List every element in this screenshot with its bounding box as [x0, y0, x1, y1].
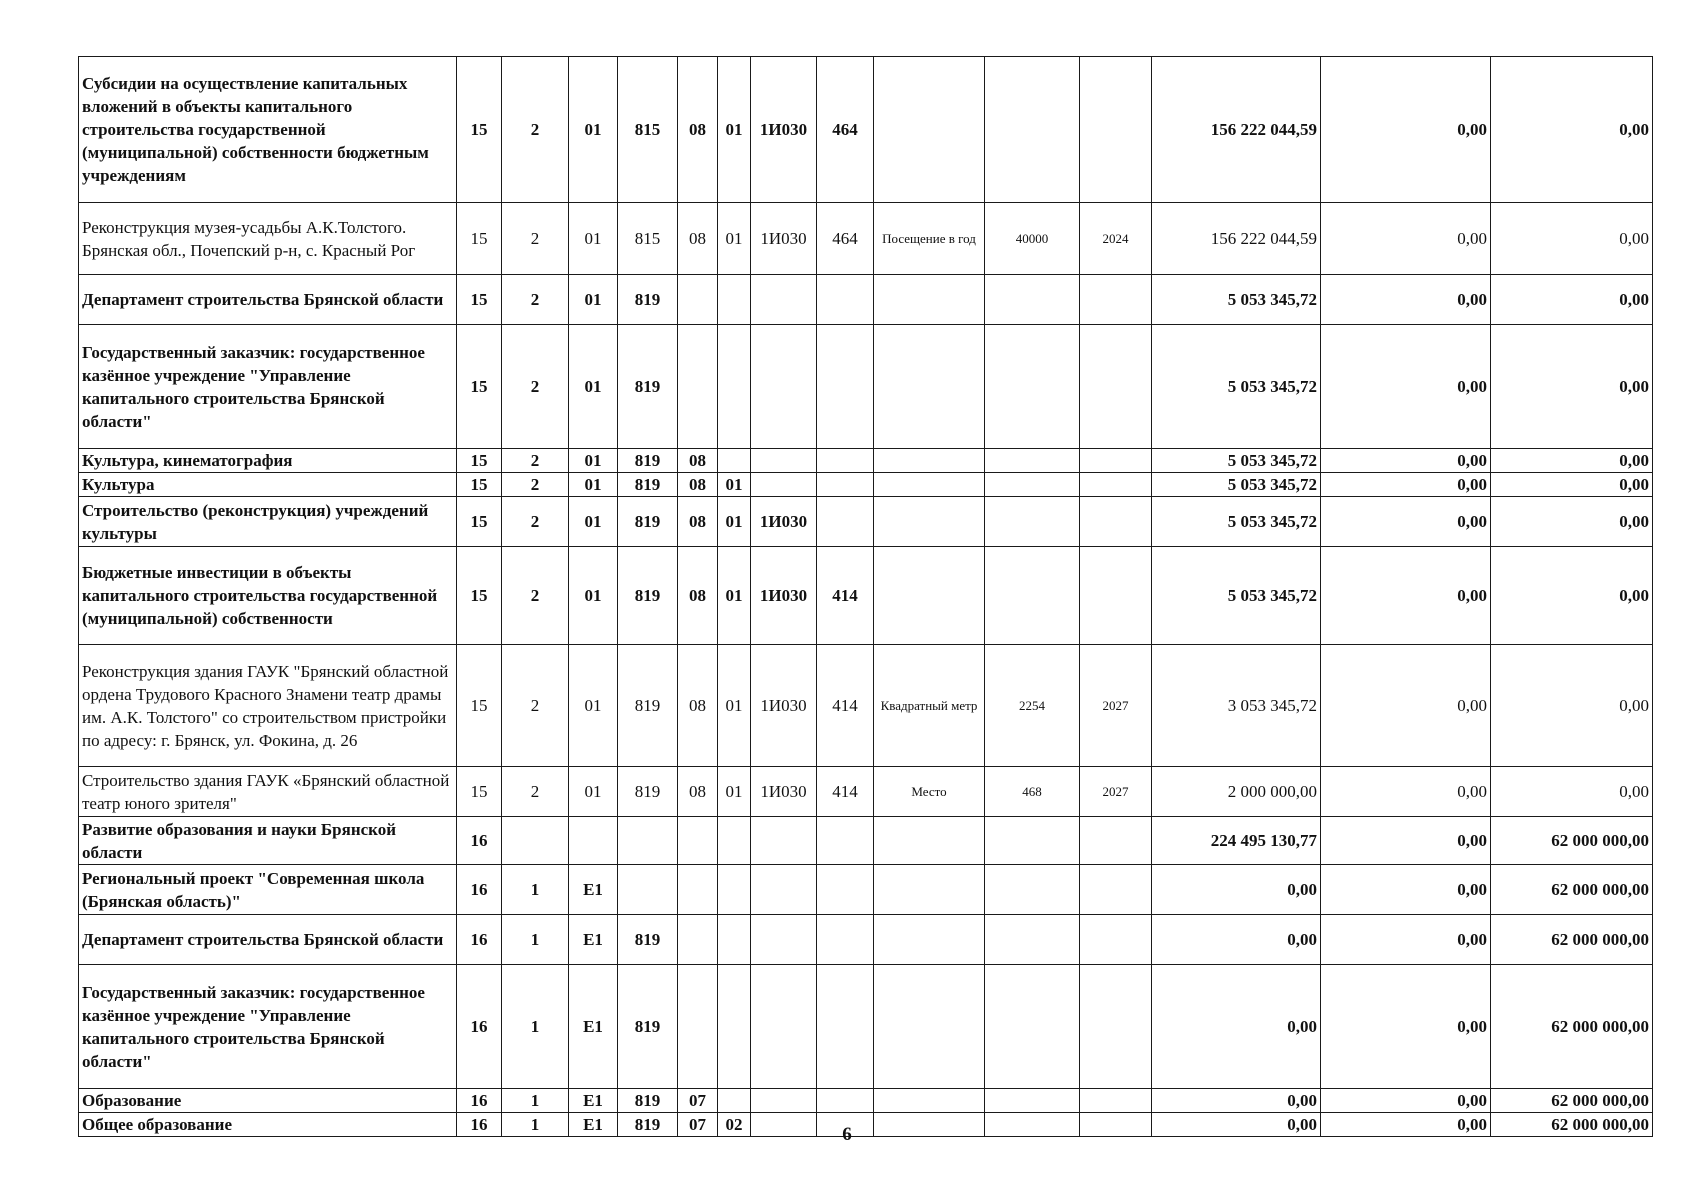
subsection-code-cell: 01: [718, 767, 751, 817]
program-code-cell: 16: [457, 965, 502, 1089]
capacity-cell: [985, 817, 1080, 865]
event-code-cell: Е1: [569, 865, 618, 915]
event-code-cell: Е1: [569, 915, 618, 965]
program-code-cell: 16: [457, 1113, 502, 1137]
ministry-code-cell: 819: [618, 547, 678, 645]
year-cell: [1080, 325, 1152, 449]
table-body: [79, 57, 1653, 1137]
amount-year1-cell: 3 053 345,72: [1152, 645, 1321, 767]
amount-year1-cell: 5 053 345,72: [1152, 449, 1321, 473]
ministry-code-cell: 815: [618, 57, 678, 203]
amount-year3-cell: 0,00: [1491, 547, 1653, 645]
program-name-cell: Реконструкция музея-усадьбы А.К.Толстого. Брянская обл., Почепский р-н, с. Красный Рог: [79, 203, 457, 275]
amount-year2-cell: 0,00: [1321, 547, 1491, 645]
direction-code-cell: 1И030: [751, 203, 817, 275]
direction-code-cell: [751, 865, 817, 915]
subprogram-code-cell: 2: [502, 645, 569, 767]
subprogram-code-cell: [502, 817, 569, 865]
amount-year3-cell: 0,00: [1491, 449, 1653, 473]
subprogram-code-cell: 1: [502, 865, 569, 915]
expense-type-cell: [817, 915, 874, 965]
capacity-cell: [985, 915, 1080, 965]
amount-year3-cell: 0,00: [1491, 645, 1653, 767]
amount-year2-cell: 0,00: [1321, 325, 1491, 449]
direction-code-cell: [751, 275, 817, 325]
unit-cell: Квадратный метр: [874, 645, 985, 767]
capacity-cell: [985, 449, 1080, 473]
program-code-cell: 16: [457, 915, 502, 965]
capacity-cell: [985, 547, 1080, 645]
amount-year1-cell: 0,00: [1152, 1089, 1321, 1113]
program-name-cell: Субсидии на осуществление капитальных вложений в объекты капитального строительства государственной (муниципальной) собственности бюджетным учреждениям: [79, 57, 457, 203]
event-code-cell: 01: [569, 497, 618, 547]
expense-type-cell: [817, 1089, 874, 1113]
amount-year2-cell: 0,00: [1321, 449, 1491, 473]
year-cell: [1080, 473, 1152, 497]
subsection-code-cell: 01: [718, 57, 751, 203]
event-code-cell: 01: [569, 767, 618, 817]
capacity-cell: [985, 57, 1080, 203]
direction-code-cell: [751, 473, 817, 497]
year-cell: 2024: [1080, 203, 1152, 275]
amount-year1-cell: 0,00: [1152, 965, 1321, 1089]
amount-year2-cell: 0,00: [1321, 767, 1491, 817]
program-code-cell: 15: [457, 203, 502, 275]
amount-year2-cell: 0,00: [1321, 203, 1491, 275]
event-code-cell: 01: [569, 473, 618, 497]
ministry-code-cell: 819: [618, 497, 678, 547]
unit-cell: [874, 965, 985, 1089]
program-code-cell: 15: [457, 449, 502, 473]
subsection-code-cell: [718, 275, 751, 325]
expense-type-cell: 414: [817, 767, 874, 817]
event-code-cell: 01: [569, 275, 618, 325]
subsection-code-cell: 01: [718, 497, 751, 547]
year-cell: [1080, 449, 1152, 473]
table-row: [79, 57, 1653, 203]
program-name-cell: Департамент строительства Брянской области: [79, 275, 457, 325]
expense-type-cell: [817, 965, 874, 1089]
unit-cell: [874, 449, 985, 473]
year-cell: [1080, 915, 1152, 965]
event-code-cell: Е1: [569, 1089, 618, 1113]
section-code-cell: [678, 325, 718, 449]
section-code-cell: 08: [678, 203, 718, 275]
subprogram-code-cell: 1: [502, 965, 569, 1089]
amount-year2-cell: 0,00: [1321, 645, 1491, 767]
ministry-code-cell: [618, 817, 678, 865]
unit-cell: Посещение в год: [874, 203, 985, 275]
subprogram-code-cell: 2: [502, 325, 569, 449]
table-row: [79, 275, 1653, 325]
subsection-code-cell: 01: [718, 473, 751, 497]
direction-code-cell: [751, 1089, 817, 1113]
amount-year3-cell: 62 000 000,00: [1491, 1089, 1653, 1113]
section-code-cell: 08: [678, 547, 718, 645]
expense-type-cell: 464: [817, 57, 874, 203]
year-cell: [1080, 965, 1152, 1089]
expense-type-cell: 414: [817, 547, 874, 645]
direction-code-cell: [751, 817, 817, 865]
direction-code-cell: [751, 449, 817, 473]
program-name-cell: Государственный заказчик: государственное казённое учреждение "Управление капитального строительства Брянской области": [79, 325, 457, 449]
direction-code-cell: 1И030: [751, 57, 817, 203]
event-code-cell: 01: [569, 325, 618, 449]
direction-code-cell: 1И030: [751, 547, 817, 645]
section-code-cell: [678, 915, 718, 965]
direction-code-cell: 1И030: [751, 497, 817, 547]
amount-year2-cell: 0,00: [1321, 817, 1491, 865]
amount-year2-cell: 0,00: [1321, 915, 1491, 965]
event-code-cell: [569, 817, 618, 865]
subsection-code-cell: 01: [718, 645, 751, 767]
subprogram-code-cell: 1: [502, 1089, 569, 1113]
section-code-cell: 08: [678, 645, 718, 767]
event-code-cell: 01: [569, 449, 618, 473]
year-cell: 2027: [1080, 645, 1152, 767]
event-code-cell: 01: [569, 645, 618, 767]
unit-cell: [874, 915, 985, 965]
amount-year2-cell: 0,00: [1321, 275, 1491, 325]
amount-year1-cell: 0,00: [1152, 1113, 1321, 1137]
ministry-code-cell: 819: [618, 965, 678, 1089]
subsection-code-cell: [718, 865, 751, 915]
expense-type-cell: [817, 325, 874, 449]
subprogram-code-cell: 2: [502, 767, 569, 817]
capacity-cell: 2254: [985, 645, 1080, 767]
subsection-code-cell: [718, 965, 751, 1089]
ministry-code-cell: [618, 865, 678, 915]
section-code-cell: 07: [678, 1113, 718, 1137]
amount-year1-cell: 5 053 345,72: [1152, 275, 1321, 325]
program-code-cell: 15: [457, 767, 502, 817]
table-row: [79, 645, 1653, 767]
amount-year1-cell: 156 222 044,59: [1152, 203, 1321, 275]
unit-cell: [874, 57, 985, 203]
program-code-cell: 15: [457, 645, 502, 767]
amount-year2-cell: 0,00: [1321, 1089, 1491, 1113]
direction-code-cell: [751, 325, 817, 449]
subsection-code-cell: [718, 449, 751, 473]
section-code-cell: 08: [678, 449, 718, 473]
ministry-code-cell: 819: [618, 325, 678, 449]
section-code-cell: [678, 817, 718, 865]
table-row: [79, 817, 1653, 865]
subprogram-code-cell: 2: [502, 449, 569, 473]
table-row: [79, 865, 1653, 915]
table-row: [79, 767, 1653, 817]
amount-year2-cell: 0,00: [1321, 1113, 1491, 1137]
section-code-cell: 08: [678, 473, 718, 497]
subprogram-code-cell: 2: [502, 497, 569, 547]
unit-cell: [874, 547, 985, 645]
capacity-cell: [985, 1089, 1080, 1113]
year-cell: [1080, 865, 1152, 915]
program-code-cell: 16: [457, 1089, 502, 1113]
year-cell: [1080, 817, 1152, 865]
amount-year3-cell: 62 000 000,00: [1491, 865, 1653, 915]
direction-code-cell: 1И030: [751, 767, 817, 817]
program-name-cell: Культура, кинематография: [79, 449, 457, 473]
program-code-cell: 15: [457, 325, 502, 449]
expense-type-cell: 414: [817, 645, 874, 767]
program-name-cell: Образование: [79, 1089, 457, 1113]
section-code-cell: 08: [678, 57, 718, 203]
unit-cell: [874, 275, 985, 325]
unit-cell: [874, 817, 985, 865]
amount-year1-cell: 2 000 000,00: [1152, 767, 1321, 817]
amount-year3-cell: 0,00: [1491, 497, 1653, 547]
section-code-cell: [678, 275, 718, 325]
unit-cell: [874, 497, 985, 547]
direction-code-cell: [751, 965, 817, 1089]
table-row: [79, 449, 1653, 473]
year-cell: [1080, 275, 1152, 325]
year-cell: [1080, 547, 1152, 645]
capacity-cell: [985, 965, 1080, 1089]
section-code-cell: [678, 865, 718, 915]
amount-year3-cell: 0,00: [1491, 57, 1653, 203]
subprogram-code-cell: 2: [502, 203, 569, 275]
amount-year3-cell: 62 000 000,00: [1491, 915, 1653, 965]
amount-year2-cell: 0,00: [1321, 865, 1491, 915]
program-name-cell: Департамент строительства Брянской области: [79, 915, 457, 965]
program-name-cell: Реконструкция здания ГАУК "Брянский областной ордена Трудового Красного Знамени театр драмы им. А.К. Толстого" со строительством пристройки по адресу: г. Брянск, ул. Фокина, д. 26: [79, 645, 457, 767]
ministry-code-cell: 815: [618, 203, 678, 275]
table-row: [79, 965, 1653, 1089]
year-cell: [1080, 497, 1152, 547]
amount-year1-cell: 0,00: [1152, 865, 1321, 915]
ministry-code-cell: 819: [618, 645, 678, 767]
program-code-cell: 16: [457, 817, 502, 865]
amount-year1-cell: 5 053 345,72: [1152, 547, 1321, 645]
program-name-cell: Государственный заказчик: государственное казённое учреждение "Управление капитального строительства Брянской области": [79, 965, 457, 1089]
expense-type-cell: [817, 473, 874, 497]
amount-year3-cell: 62 000 000,00: [1491, 817, 1653, 865]
capacity-cell: 40000: [985, 203, 1080, 275]
amount-year1-cell: 5 053 345,72: [1152, 473, 1321, 497]
section-code-cell: 07: [678, 1089, 718, 1113]
event-code-cell: Е1: [569, 1113, 618, 1137]
capacity-cell: 468: [985, 767, 1080, 817]
amount-year3-cell: 0,00: [1491, 767, 1653, 817]
event-code-cell: 01: [569, 547, 618, 645]
amount-year3-cell: 0,00: [1491, 275, 1653, 325]
expense-type-cell: [817, 865, 874, 915]
unit-cell: [874, 865, 985, 915]
ministry-code-cell: 819: [618, 1113, 678, 1137]
program-name-cell: Общее образование: [79, 1113, 457, 1137]
capacity-cell: [985, 325, 1080, 449]
ministry-code-cell: 819: [618, 449, 678, 473]
amount-year1-cell: 156 222 044,59: [1152, 57, 1321, 203]
amount-year2-cell: 0,00: [1321, 497, 1491, 547]
program-name-cell: Культура: [79, 473, 457, 497]
subsection-code-cell: [718, 1089, 751, 1113]
table-row: [79, 547, 1653, 645]
section-code-cell: 08: [678, 767, 718, 817]
program-name-cell: Развитие образования и науки Брянской области: [79, 817, 457, 865]
ministry-code-cell: 819: [618, 473, 678, 497]
ministry-code-cell: 819: [618, 275, 678, 325]
program-name-cell: Региональный проект "Современная школа (Брянская область)": [79, 865, 457, 915]
amount-year2-cell: 0,00: [1321, 965, 1491, 1089]
table-row: [79, 203, 1653, 275]
subprogram-code-cell: 1: [502, 915, 569, 965]
amount-year3-cell: 0,00: [1491, 325, 1653, 449]
direction-code-cell: [751, 915, 817, 965]
table-row: [79, 915, 1653, 965]
amount-year3-cell: 0,00: [1491, 473, 1653, 497]
capacity-cell: [985, 275, 1080, 325]
subprogram-code-cell: 2: [502, 275, 569, 325]
event-code-cell: 01: [569, 203, 618, 275]
unit-cell: [874, 325, 985, 449]
subsection-code-cell: [718, 915, 751, 965]
subprogram-code-cell: 2: [502, 547, 569, 645]
subsection-code-cell: 02: [718, 1113, 751, 1137]
table-row: [79, 1089, 1653, 1113]
section-code-cell: [678, 965, 718, 1089]
amount-year1-cell: 224 495 130,77: [1152, 817, 1321, 865]
year-cell: 2027: [1080, 767, 1152, 817]
expense-type-cell: [817, 449, 874, 473]
program-code-cell: 15: [457, 473, 502, 497]
year-cell: [1080, 57, 1152, 203]
expense-type-cell: [817, 497, 874, 547]
table-row: [79, 325, 1653, 449]
amount-year2-cell: 0,00: [1321, 57, 1491, 203]
page-number: 6: [842, 1124, 852, 1145]
subsection-code-cell: [718, 325, 751, 449]
program-code-cell: 15: [457, 497, 502, 547]
amount-year1-cell: 0,00: [1152, 915, 1321, 965]
expense-type-cell: [817, 275, 874, 325]
budget-table: [78, 56, 1653, 1137]
ministry-code-cell: 819: [618, 1089, 678, 1113]
ministry-code-cell: 819: [618, 767, 678, 817]
unit-cell: Место: [874, 767, 985, 817]
event-code-cell: Е1: [569, 965, 618, 1089]
capacity-cell: [985, 473, 1080, 497]
capacity-cell: [985, 865, 1080, 915]
amount-year3-cell: 0,00: [1491, 203, 1653, 275]
amount-year1-cell: 5 053 345,72: [1152, 497, 1321, 547]
program-name-cell: Бюджетные инвестиции в объекты капитального строительства государственной (муниципальной) собственности: [79, 547, 457, 645]
ministry-code-cell: 819: [618, 915, 678, 965]
program-code-cell: 15: [457, 275, 502, 325]
subprogram-code-cell: 2: [502, 473, 569, 497]
capacity-cell: [985, 497, 1080, 547]
program-name-cell: Строительство (реконструкция) учреждений культуры: [79, 497, 457, 547]
unit-cell: [874, 473, 985, 497]
expense-type-cell: [817, 817, 874, 865]
unit-cell: [874, 1089, 985, 1113]
table-row: [79, 473, 1653, 497]
amount-year3-cell: 62 000 000,00: [1491, 1113, 1653, 1137]
program-code-cell: 15: [457, 547, 502, 645]
subsection-code-cell: 01: [718, 547, 751, 645]
amount-year2-cell: 0,00: [1321, 473, 1491, 497]
subprogram-code-cell: 2: [502, 57, 569, 203]
year-cell: [1080, 1089, 1152, 1113]
section-code-cell: 08: [678, 497, 718, 547]
event-code-cell: 01: [569, 57, 618, 203]
expense-type-cell: 464: [817, 203, 874, 275]
program-code-cell: 15: [457, 57, 502, 203]
program-name-cell: Строительство здания ГАУК «Брянский областной театр юного зрителя": [79, 767, 457, 817]
amount-year3-cell: 62 000 000,00: [1491, 965, 1653, 1089]
amount-year1-cell: 5 053 345,72: [1152, 325, 1321, 449]
table-row: [79, 497, 1653, 547]
program-code-cell: 16: [457, 865, 502, 915]
subprogram-code-cell: 1: [502, 1113, 569, 1137]
subsection-code-cell: [718, 817, 751, 865]
direction-code-cell: 1И030: [751, 645, 817, 767]
subsection-code-cell: 01: [718, 203, 751, 275]
